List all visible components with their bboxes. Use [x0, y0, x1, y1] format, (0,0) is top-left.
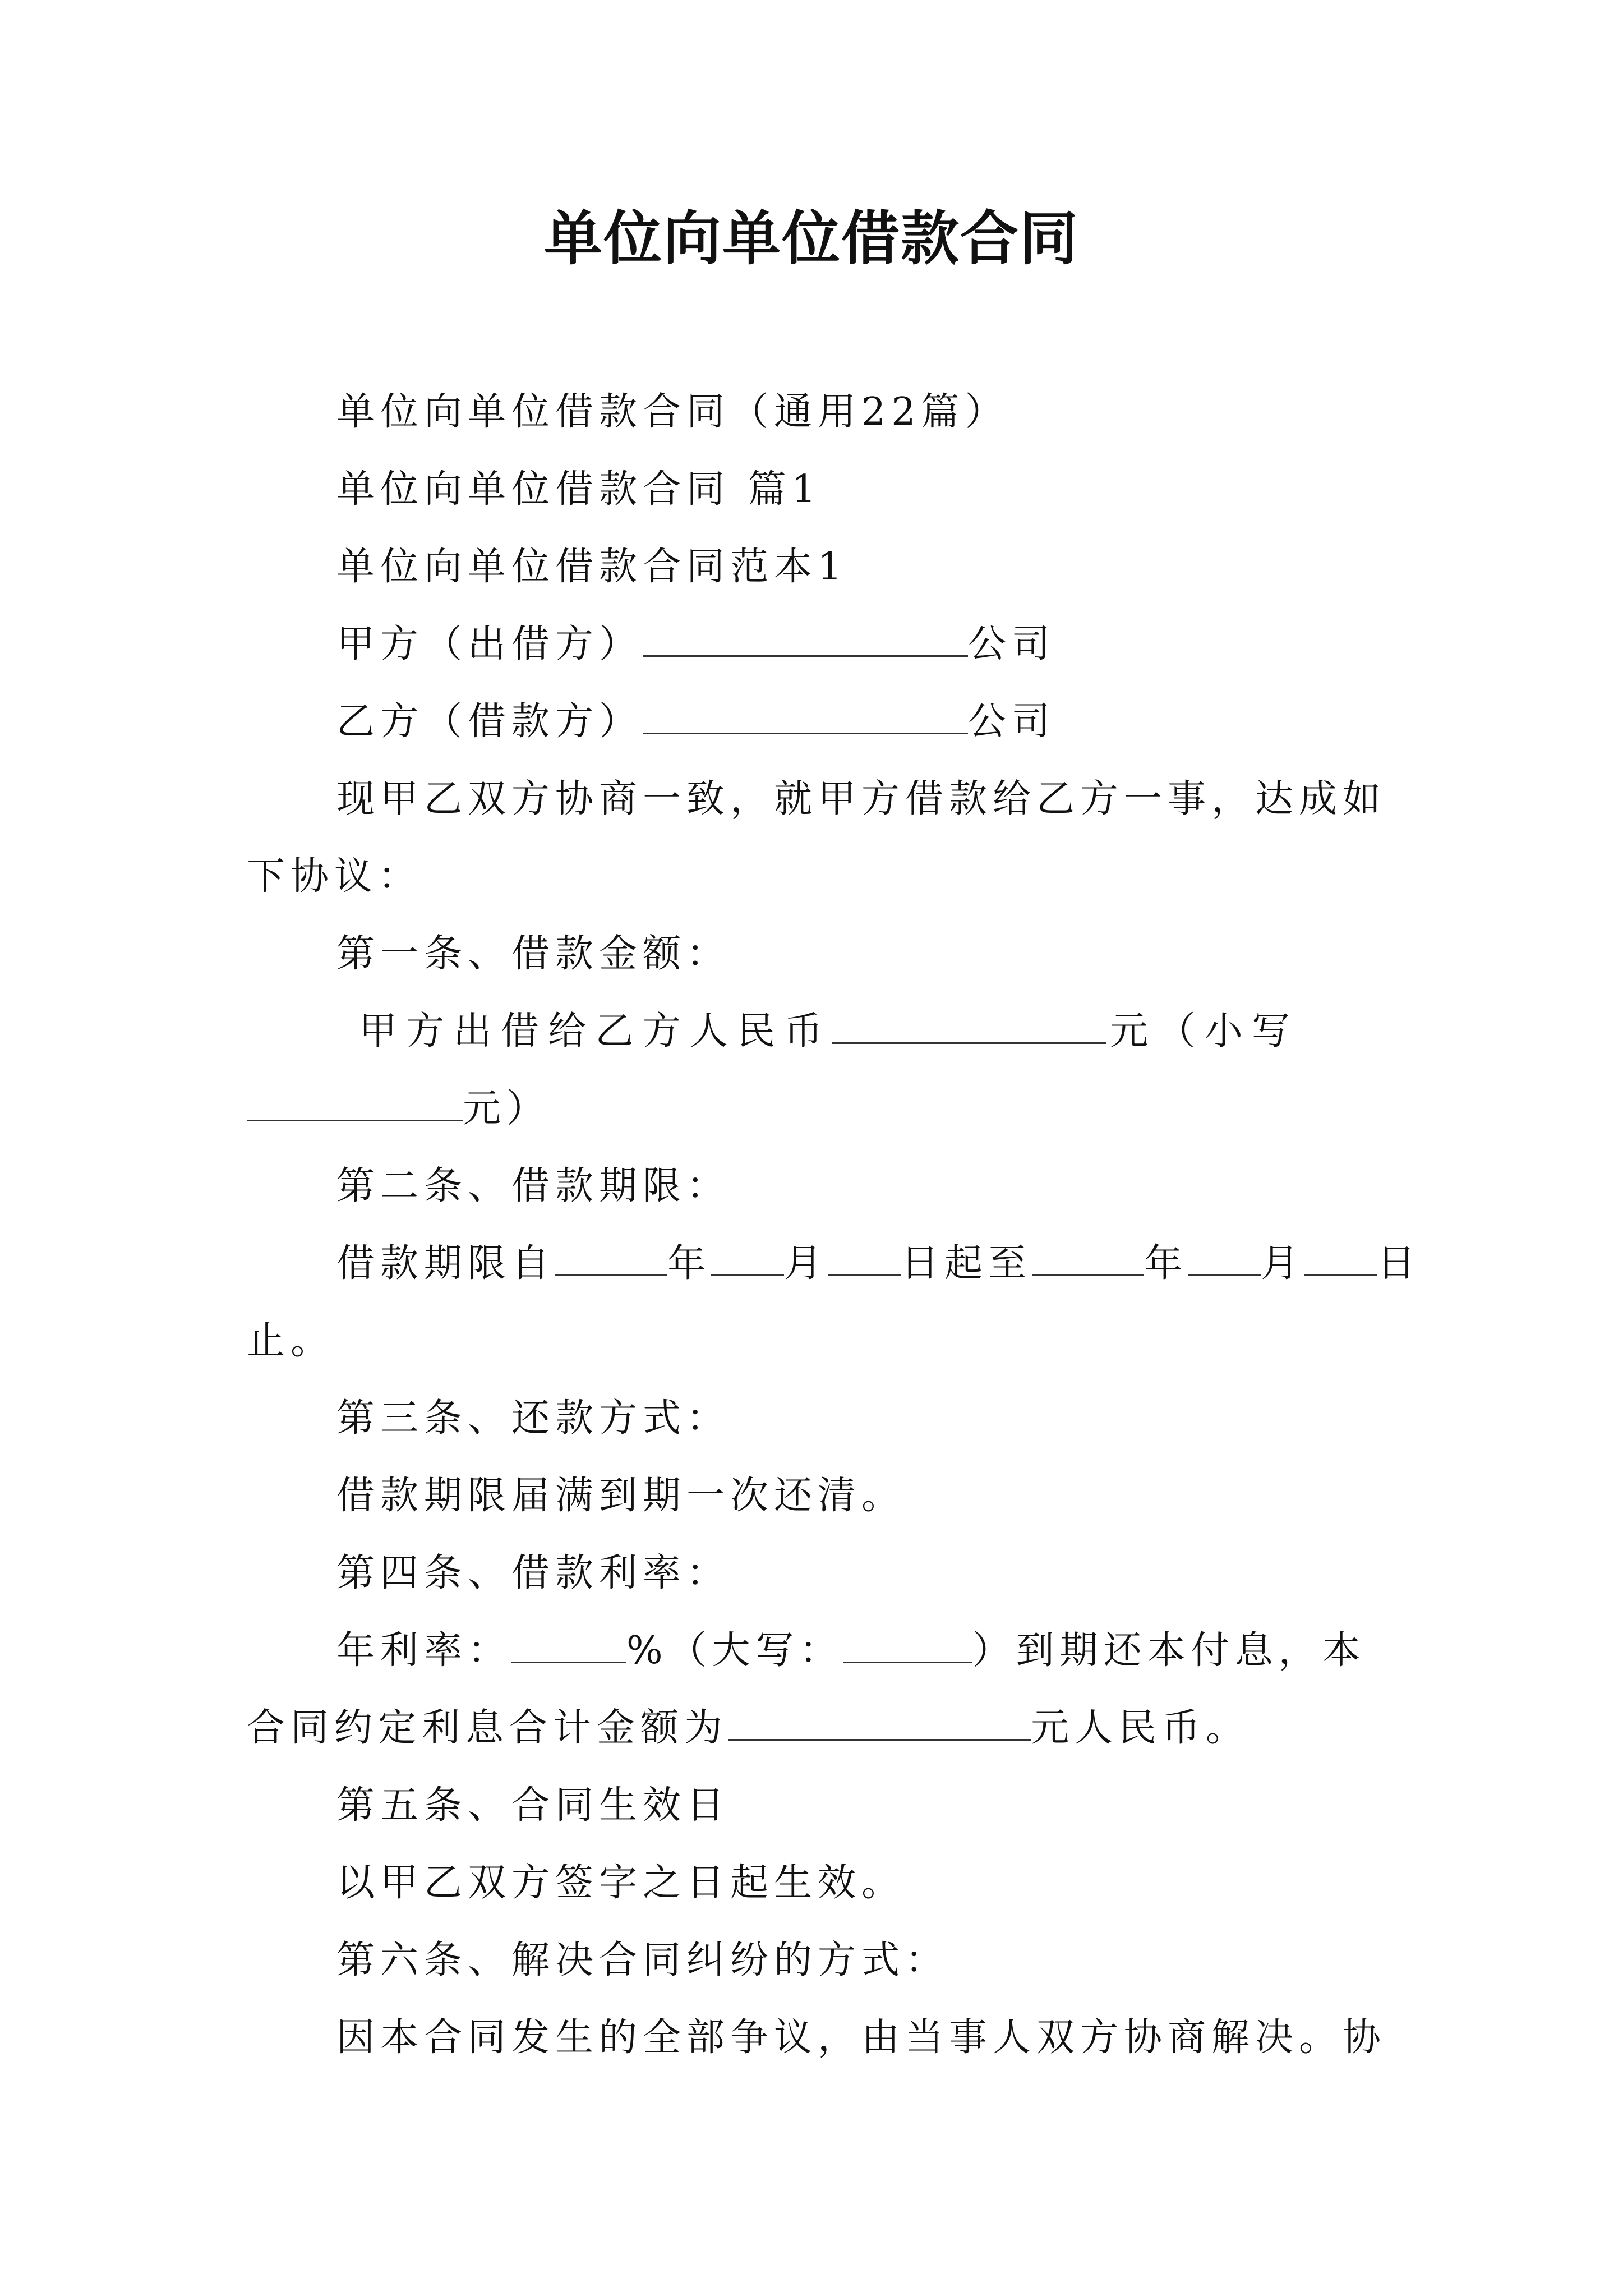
part-heading: 单位向单位借款合同 篇1 — [336, 467, 822, 512]
start-day-blank — [828, 1242, 901, 1276]
article4-rate-label: 年利率： — [336, 1628, 512, 1673]
party-b-blank — [643, 700, 968, 734]
article1-amount-label: 甲方出借给乙方人民币 — [359, 1009, 832, 1053]
article1-amount-suffix: 元（小写 — [1106, 1009, 1295, 1053]
article4-interest-suffix: 元人民币。 — [1031, 1706, 1250, 1750]
party-b-line — [336, 697, 1055, 747]
article3-heading: 第三条、还款方式： — [336, 1396, 731, 1441]
article2-heading: 第二条、借款期限： — [336, 1164, 731, 1208]
article4-line1-suffix: ）到期还本付息，本 — [972, 1628, 1366, 1673]
party-a-blank — [643, 623, 968, 657]
end-day-blank — [1304, 1242, 1377, 1276]
article1-line-2 — [247, 1084, 550, 1134]
article1-line-1 — [247, 1006, 1295, 1057]
article4-heading: 第四条、借款利率： — [336, 1551, 731, 1595]
end-month-blank — [1188, 1242, 1261, 1276]
article2-month1: 月 — [784, 1241, 828, 1286]
party-b-suffix: 公司 — [968, 700, 1056, 744]
article6-text: 因本合同发生的全部争议，由当事人双方协商解决。协 — [336, 2016, 1387, 2060]
document-title: 单位向单位借款合同 — [543, 204, 1079, 273]
article2-year1: 年 — [667, 1241, 712, 1286]
intro-line-2: 下协议： — [247, 854, 422, 899]
document-subtitle: 单位向单位借款合同（通用22篇） — [336, 390, 1009, 434]
article5-heading: 第五条、合同生效日 — [336, 1783, 731, 1828]
party-a-line — [336, 619, 1055, 670]
sample-heading: 单位向单位借款合同范本1 — [336, 545, 848, 589]
interest-rate-blank — [511, 1629, 626, 1663]
article4-line-1 — [336, 1626, 1366, 1676]
article1-lowercase-blank — [247, 1087, 463, 1121]
party-a-label: 甲方（出借方） — [336, 622, 643, 666]
article2-year2: 年 — [1144, 1241, 1188, 1286]
interest-total-blank — [728, 1706, 1031, 1741]
article2-term-prefix: 借款期限自 — [336, 1241, 556, 1286]
article2-month2: 月 — [1261, 1241, 1305, 1286]
article4-line-2 — [247, 1703, 1249, 1754]
start-year-blank — [555, 1242, 667, 1276]
article2-line-1 — [336, 1239, 1421, 1289]
article3-text: 借款期限届满到期一次还清。 — [336, 1474, 906, 1518]
end-year-blank — [1032, 1242, 1144, 1276]
article1-line2-suffix: 元） — [463, 1087, 551, 1131]
article4-interest-label: 合同约定利息合计金额为 — [247, 1706, 728, 1750]
party-a-suffix: 公司 — [968, 622, 1056, 666]
start-month-blank — [711, 1242, 784, 1276]
party-b-label: 乙方（借款方） — [336, 700, 643, 744]
article2-line-2: 止。 — [247, 1319, 335, 1363]
article6-heading: 第六条、解决合同纠纷的方式： — [336, 1938, 949, 1982]
article2-day-start: 日起至 — [901, 1241, 1032, 1286]
article5-text: 以甲乙双方签字之日起生效。 — [336, 1861, 906, 1905]
article2-day-end: 日 — [1377, 1241, 1422, 1286]
intro-line-1: 现甲乙双方协商一致，就甲方借款给乙方一事，达成如 — [336, 777, 1387, 821]
interest-rate-words-blank — [843, 1629, 972, 1663]
article4-percent: %（大写： — [626, 1628, 843, 1673]
article1-heading: 第一条、借款金额： — [336, 932, 731, 976]
article1-amount-blank — [832, 1010, 1106, 1044]
